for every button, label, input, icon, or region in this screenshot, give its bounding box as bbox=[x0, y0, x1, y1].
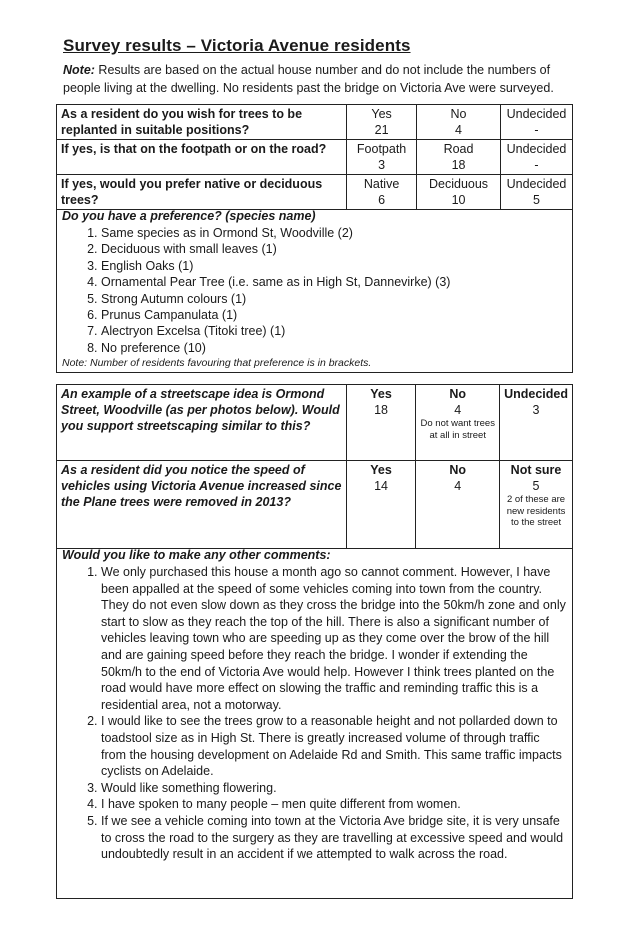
answer-label: Yes bbox=[370, 463, 392, 477]
answer-count: 4 bbox=[454, 479, 462, 493]
answer-cell bbox=[416, 461, 500, 549]
answer-label: Undecided bbox=[504, 387, 568, 401]
answer-count: 21 bbox=[374, 123, 389, 137]
list-item: 8. No preference (10) bbox=[101, 340, 572, 356]
preference-note: Note: Number of residents favouring that preference is in brackets. bbox=[62, 357, 372, 370]
answer-cell bbox=[347, 105, 417, 140]
list-item: 6. Prunus Campanulata (1) bbox=[101, 307, 572, 323]
answer-label: Road bbox=[443, 142, 474, 156]
answer-label: Undecided bbox=[506, 142, 567, 156]
list-item: 5. Strong Autumn colours (1) bbox=[101, 291, 572, 307]
list-item: 3. Would like something flowering. bbox=[101, 780, 566, 797]
table-row bbox=[57, 140, 573, 175]
answer-label: Not sure bbox=[510, 463, 562, 477]
list-item: 2. I would like to see the trees grow to a reasonable height and not pollarded down to toadstool size as in High St. There is greatly increased volume of through traffic from the housing development on Adelaide Rd and Smith. This same traffic impacts cyclists on Adelaide. bbox=[101, 713, 566, 779]
answer-cell bbox=[500, 385, 573, 461]
answer-label: Footpath bbox=[356, 142, 407, 156]
answer-cell bbox=[500, 175, 572, 210]
answer-cell bbox=[416, 385, 500, 461]
preference-heading: Do you have a preference? (species name) bbox=[62, 209, 316, 223]
answer-count: 4 bbox=[455, 123, 462, 137]
comments-list bbox=[57, 564, 572, 863]
answer-label: Undecided bbox=[506, 107, 567, 121]
table-row bbox=[57, 385, 573, 461]
answer-count: 3 bbox=[532, 403, 540, 417]
question-cell: If yes, is that on the footpath or on the road? bbox=[57, 140, 347, 175]
answer-count: 10 bbox=[451, 193, 466, 207]
answer-cell bbox=[346, 461, 416, 549]
answer-cell bbox=[500, 461, 573, 549]
answer-label: No bbox=[449, 463, 467, 477]
answer-count: 18 bbox=[374, 403, 388, 417]
answer-cell bbox=[417, 105, 501, 140]
answer-count: 14 bbox=[374, 479, 388, 493]
answer-count: 3 bbox=[378, 158, 386, 172]
answer-cell bbox=[417, 175, 501, 210]
answer-cell bbox=[347, 140, 417, 175]
preference-list bbox=[57, 225, 572, 356]
page-title: Survey results – Victoria Avenue residents bbox=[63, 36, 411, 55]
note-label: Note: bbox=[63, 63, 95, 77]
answer-cell bbox=[346, 385, 416, 461]
answer-cell bbox=[417, 140, 501, 175]
question-cell: An example of a streetscape idea is Ormond Street, Woodville (as per photos below). Would you support streetscaping similar to this? bbox=[57, 385, 347, 461]
preference-section bbox=[56, 206, 573, 373]
survey-note bbox=[63, 62, 583, 97]
answer-note: 2 of these are new residents to the street bbox=[506, 494, 566, 528]
question-cell: As a resident did you notice the speed of vehicles using Victoria Avenue increased since the Plane trees were removed in 2013? bbox=[57, 461, 347, 549]
question-cell: If yes, would you prefer native or deciduous trees? bbox=[57, 175, 347, 210]
answer-label: No bbox=[450, 107, 467, 121]
answer-count: 5 bbox=[533, 193, 540, 207]
answer-label: Deciduous bbox=[428, 177, 489, 191]
answer-count: - bbox=[534, 158, 539, 172]
answer-label: Native bbox=[363, 177, 400, 191]
answer-label: Undecided bbox=[506, 177, 567, 191]
answer-note: Do not want trees at all in street bbox=[420, 418, 495, 441]
comments-heading: Would you like to make any other comments: bbox=[62, 548, 331, 562]
answer-label: Yes bbox=[371, 107, 392, 121]
table-row bbox=[57, 105, 573, 140]
list-item: 4. I have spoken to many people – men quite different from women. bbox=[101, 796, 566, 813]
list-item: 2. Deciduous with small leaves (1) bbox=[101, 241, 572, 257]
survey-table-1 bbox=[56, 104, 573, 210]
list-item: 5. If we see a vehicle coming into town at the Victoria Ave bridge site, it is very unsafe to cross the road to the surgery as they are travelling at excessive speed and would undoubtedly result in an accident if we attempted to walk across the road. bbox=[101, 813, 566, 863]
answer-count: 6 bbox=[378, 193, 386, 207]
table-row bbox=[57, 461, 573, 549]
list-item: 4. Ornamental Pear Tree (i.e. same as in High St, Dannevirke) (3) bbox=[101, 274, 572, 290]
answer-count: 4 bbox=[454, 403, 462, 417]
list-item: 7. Alectryon Excelsa (Titoki tree) (1) bbox=[101, 323, 572, 339]
answer-cell bbox=[347, 175, 417, 210]
survey-table-2 bbox=[56, 384, 573, 549]
answer-count: - bbox=[534, 123, 539, 137]
comments-section bbox=[56, 548, 573, 899]
answer-label: No bbox=[449, 387, 467, 401]
note-text: Results are based on the actual house number and do not include the numbers of people living at the dwelling. No residents past the bridge on Victoria Ave were surveyed. bbox=[63, 63, 554, 95]
answer-cell bbox=[500, 140, 572, 175]
list-item: 1. We only purchased this house a month ago so cannot comment. However, I have been appalled at the speed of some vehicles coming into town from the country. They do not even slow down as they cross the bridge into the 50km/h zone and only start to slow as they reach the top of the hill. There is also a significant number of vehicles leaving town who are speeding up as they come over the brow of the hill and are gaining speed before they reach the bridge. I wonder if extending the 50km/h to the end of Victoria Ave would help. However I think trees planted on the road would have more effect on slowing the traffic and reminding traffic this is a residential area, not a motorway. bbox=[101, 564, 566, 713]
answer-count: 5 bbox=[532, 479, 540, 493]
question-cell: As a resident do you wish for trees to be replanted in suitable positions? bbox=[57, 105, 347, 140]
answer-label: Yes bbox=[370, 387, 392, 401]
table-row bbox=[57, 175, 573, 210]
list-item: 1. Same species as in Ormond St, Woodville (2) bbox=[101, 225, 572, 241]
answer-count: 18 bbox=[451, 158, 466, 172]
answer-cell bbox=[500, 105, 572, 140]
list-item: 3. English Oaks (1) bbox=[101, 258, 572, 274]
